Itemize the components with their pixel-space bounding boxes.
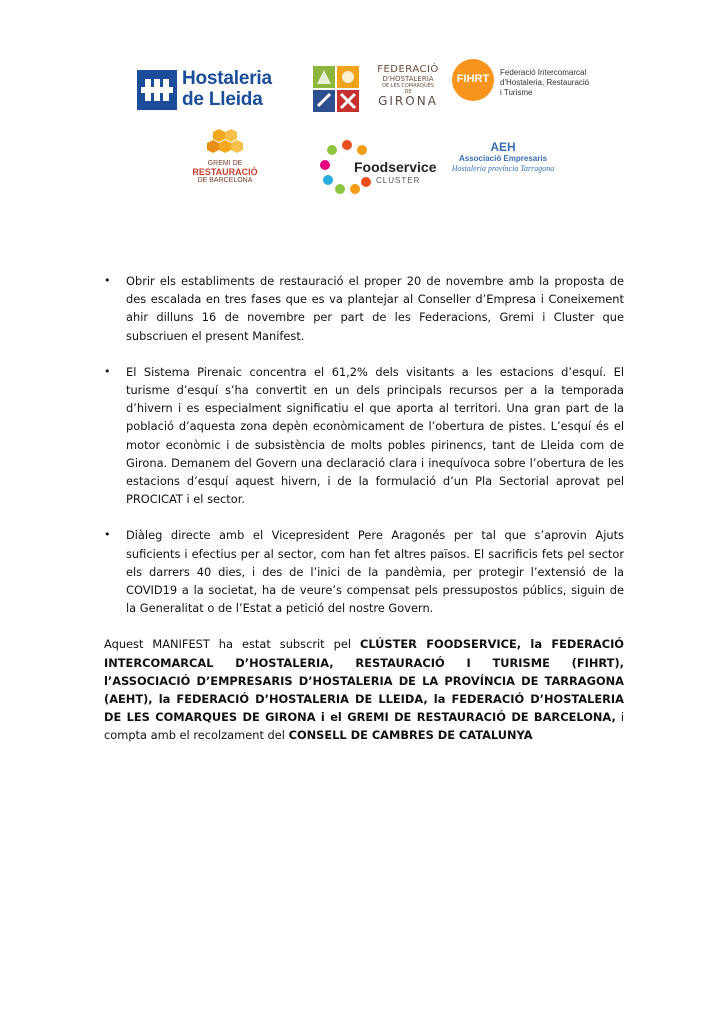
bullet-icon: •	[104, 528, 111, 542]
aeh-line1: AEH	[490, 140, 516, 154]
bullet-text: Obrir els establiments de restauració el proper 20 de novembre amb la proposta de des escalada en tres fases que es va plantejar al Conseller d’Empresa i Coneixement ahir dilluns 16 de novembre per part de les Federacions, Gremi i Cluster que subscriuen el present Manifest.	[126, 274, 624, 343]
gremi-line1: GREMI DE	[207, 160, 243, 167]
federacio-girona-grid-icon	[313, 66, 359, 112]
federacio-girona-line5: GIRONA	[378, 94, 438, 108]
hostaleria-lleida-line2: de Lleida	[182, 89, 263, 110]
closing-text-1: Aquest MANIFEST ha estat subscrit pel	[104, 637, 360, 652]
list-item	[104, 363, 624, 509]
foodservice-line1: Foodservice	[354, 159, 437, 175]
manifest-body	[104, 272, 624, 745]
fihrt-logo	[452, 59, 602, 105]
bullet-text: El Sistema Pirenaic concentra el 61,2% dels visitants a les estacions d’esquí. El turisme d’esquí s’ha convertit en un dels principals recursos per a la temporada d’hivern i es especialment significatiu el que aporta al territori. Una gran part de la població d’aquesta zona depèn econòmicament de l’obertura de pistes. L’esquí és el motor econòmic i de subsistència de molts pobles pirinencs, tant de Lleida com de Girona. Demanem del Govern una declaració clara i inequívoca sobre l’obertura de les estacions d’esquí aquest hivern, i de la formulació d’un Pla Sectorial aprovat pel PROCICAT i el sector.	[126, 364, 624, 507]
gremi-line2: RESTAURACIÓ	[192, 167, 258, 177]
fihrt-badge-text: FIHRT	[456, 73, 490, 85]
bullet-icon: •	[104, 274, 111, 287]
foodservice-line2: CLUSTER	[376, 176, 421, 185]
gremi-honeycomb-icon	[205, 128, 245, 158]
federacio-girona-logo	[313, 62, 453, 116]
federacio-girona-line3: DE LES COMARQUES	[382, 83, 434, 89]
aeh-line2: Associació Empresaris	[458, 154, 548, 163]
fihrt-line1: Federació Intercomarcal	[500, 68, 587, 77]
list-item	[104, 526, 624, 617]
closing-paragraph	[104, 635, 624, 744]
aeh-logo	[448, 140, 558, 186]
foodservice-cluster-logo	[318, 138, 437, 196]
closing-signatories: CLÚSTER FOODSERVICE, la FEDERACIÓ INTERCOMARCAL D’HOSTALERIA, RESTAURACIÓ I TURISME (FIHRT), l’ASSOCIACIÓ D’EMPRESARIS D’HOSTALERIA DE LA PROVÍNCIA DE TARRAGONA (AEHT), la FEDERACIÓ D’HOSTALERIA DE LLEIDA, la FEDERACIÓ D’HOSTALERIA DE LES COMARQUES DE GIRONA i el GREMI DE RESTAURACIÓ DE BARCELONA,	[104, 637, 624, 725]
aeh-line3: Hostaleria província Tarragona	[451, 164, 555, 173]
federacio-girona-line1: FEDERACIÓ	[377, 64, 439, 75]
fihrt-badge-icon	[452, 59, 494, 101]
hostaleria-lleida-mark-icon	[137, 70, 177, 110]
hostaleria-lleida-line1: Hostaleria	[182, 68, 272, 89]
closing-support: CONSELL DE CAMBRES DE CATALUNYA	[288, 728, 533, 743]
fihrt-line3: i Turisme	[500, 88, 533, 97]
gremi-line3: DE BARCELONA	[197, 177, 253, 184]
federacio-girona-line2: D'HOSTALERIA	[382, 75, 434, 83]
hostaleria-lleida-logo	[137, 68, 297, 114]
closing-text-2: i compta amb el recolzament del	[104, 710, 624, 743]
federacio-girona-line4: DE	[404, 89, 412, 95]
bullet-icon: •	[104, 364, 111, 378]
list-item	[104, 272, 624, 345]
bullet-text: Diàleg directe amb el Vicepresident Pere Aragonés per tal que s’aprovin Ajuts suficients i efectius per al sector, com han fet altres països. El sacrificis fets pel sector els darrers 40 dies, i des de l’inici de la pandèmia, per protegir l’extensió de la COVID19 a la societat, ha de veure’s compensat pels pressupostos públics, siguin de la Generalitat o de l’Estat a petició del nostre Govern.	[126, 528, 624, 616]
gremi-restauracio-logo	[190, 128, 260, 192]
fihrt-line2: d'Hostaleria, Restauració	[500, 78, 590, 87]
